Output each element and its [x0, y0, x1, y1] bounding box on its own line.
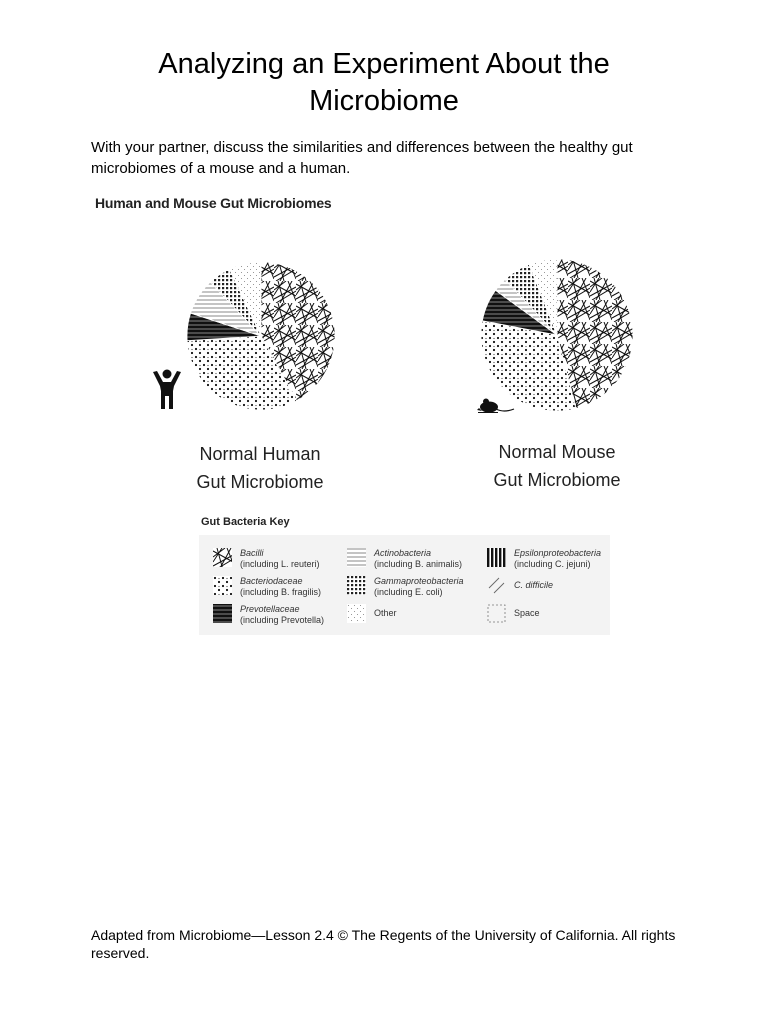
bacteriodaceae-swatch-icon [213, 576, 232, 595]
key-item-detail: (including C. jejuni) [514, 559, 591, 569]
key-item-detail: (including B. animalis) [374, 559, 463, 569]
key-item-space [487, 604, 540, 623]
key-item-detail: (including E. coli) [374, 587, 443, 597]
key-item-name: Gammaproteobacteria [374, 576, 464, 586]
human-chart-label-line-2: Gut Microbiome [196, 472, 324, 492]
page-title [0, 46, 768, 120]
c-difficile-swatch-icon [487, 576, 506, 595]
key-item-detail: (including Prevotella) [240, 615, 325, 625]
key-item-detail: (including B. fragilis) [240, 587, 322, 597]
key-item-bacteriodaceae [213, 576, 321, 598]
key-item-name: Bacteriodaceae [240, 576, 303, 586]
key-item-bacilli [213, 548, 320, 570]
human-chart-label-line-1: Normal Human [199, 444, 321, 464]
other-swatch-icon [347, 604, 366, 623]
gammaproteobacteria-swatch-icon [347, 576, 366, 595]
key-item-name: C. difficile [514, 580, 554, 590]
mouse-microbiome-pie-chart [480, 256, 635, 414]
human-microbiome-pie-chart [186, 259, 336, 414]
key-item-prevotellaceae [213, 604, 324, 626]
key-item-name: Other [374, 608, 397, 618]
epsilonproteobacteria-swatch-icon [487, 548, 506, 567]
key-item-epsilonproteobacteria [487, 548, 601, 570]
key-item-actinobacteria [347, 548, 462, 570]
key-item-gammaproteobacteria [347, 576, 464, 598]
mouse-chart-label [447, 438, 667, 494]
key-item-name: Prevotellaceae [240, 604, 300, 614]
key-item-name: Bacilli [240, 548, 264, 558]
actinobacteria-swatch-icon [347, 548, 366, 567]
page-title-line-1: Analyzing an Experiment About the [158, 48, 610, 80]
bacilli-swatch-icon [213, 548, 232, 567]
human-chart-label [150, 440, 370, 496]
key-item-name: Space [514, 608, 540, 618]
mouse-icon [476, 397, 516, 415]
key-item-name: Epsilonproteobacteria [514, 548, 602, 558]
footer-credit: Adapted from Microbiome—Lesson 2.4 © The Regents of the University of California. All rights reserved. [91, 927, 676, 961]
key-title: Gut Bacteria Key [201, 516, 290, 528]
gut-bacteria-key [199, 535, 610, 635]
key-item-other [347, 604, 397, 623]
space-swatch-icon [487, 604, 506, 623]
intro-text: With your partner, discuss the similarities and differences between the healthy gut microbiomes of a mouse and a human. [91, 139, 633, 177]
prevotellaceae-swatch-icon [213, 604, 232, 623]
person-icon [151, 369, 183, 411]
key-item-detail: (including L. reuteri) [240, 559, 320, 569]
page-title-line-2: Microbiome [309, 85, 459, 117]
mouse-chart-label-line-1: Normal Mouse [498, 442, 616, 462]
mouse-chart-label-line-2: Gut Microbiome [493, 470, 621, 490]
key-item-name: Actinobacteria [374, 548, 432, 558]
key-item-c-difficile [487, 576, 553, 595]
figure-title: Human and Mouse Gut Microbiomes [95, 195, 332, 211]
